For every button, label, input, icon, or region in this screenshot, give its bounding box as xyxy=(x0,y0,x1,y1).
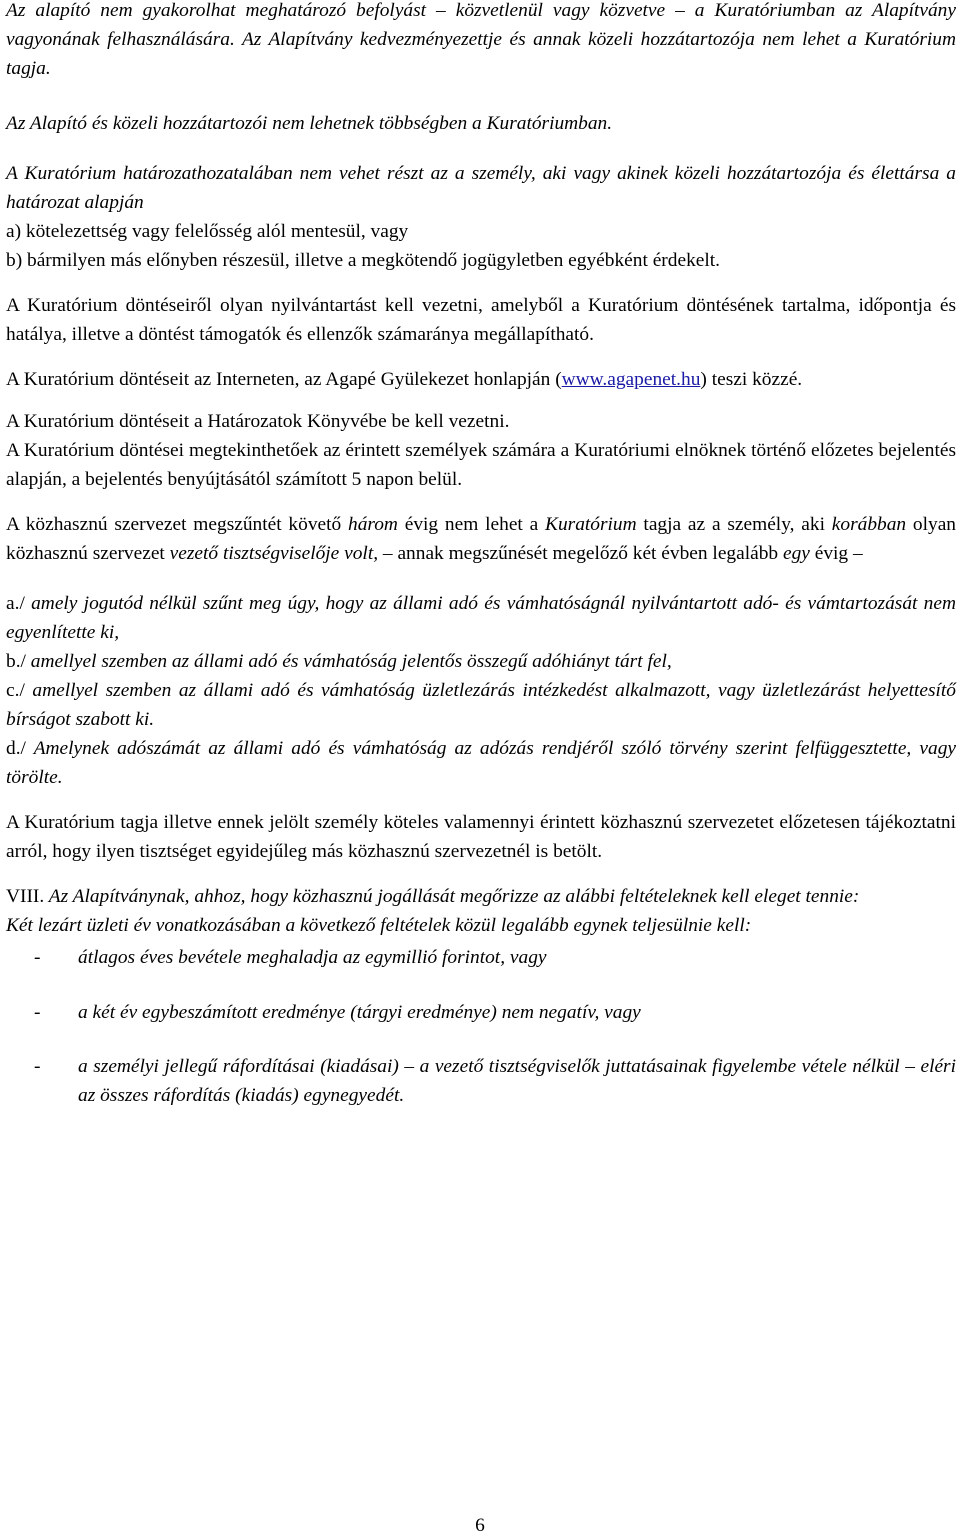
paragraph-founder-influence: Az alapító nem gyakorolhat meghatározó befolyást – közvetlenül vagy közvetve – a Kuratóriumban az Alapítvány vagyonának felhasználására. Az Alapítvány kedvezményezettje és annak közeli hozzátartozója nem lehet a Kuratórium tagja. xyxy=(6,0,957,79)
section-heading: VIII. Az Alapítványnak, ahhoz, hogy közhasznú jogállását megőrizze az alábbi feltételeknek kell eleget tennie: xyxy=(6,886,860,907)
list-item-a: a) kötelezettség vagy felelősség alól mentesül, vagy xyxy=(6,221,409,242)
list-item: a./ amely jogutód nélkül szűnt meg úgy, hogy az állami adó és vámhatóságnál nyilvántartott adó- és vámtartozását nem egyenlítette ki, xyxy=(6,593,956,643)
paragraph-public-benefit-org: A közhasznú szervezet megszűntét követő három évig nem lehet a Kuratórium tagja az a személy, aki korábban olyan közhasznú szervezet vezető tisztségviselője volt, – annak megszűnését megelőző két évben legalább egy évig – xyxy=(6,514,956,564)
paragraph-records: A Kuratórium döntéseiről olyan nyilvántartást kell vezetni, amelyből a Kuratórium döntésének tartalma, időpontja és hatálya, illetve a döntést támogatók és ellenzők számaránya megállapítható. xyxy=(6,295,956,345)
paragraph-publication: A Kuratórium döntéseit az Interneten, az Agapé Gyülekezet honlapján (www.agapenet.hu) teszi közzé. xyxy=(6,369,803,390)
list-item: - a személyi jellegű ráfordításai (kiadásai) – a vezető tisztségviselők juttatásainak figyelembe vétele nélkül – eléri az összes ráfordítás (kiadás) egynegyedét. xyxy=(34,1056,956,1106)
list-item: - a két év egybeszámított eredménye (tárgyi eredménye) nem negatív, vagy xyxy=(34,1002,641,1023)
paragraph-register-book: A Kuratórium döntéseit a Határozatok Könyvébe be kell vezetni. xyxy=(6,411,510,432)
section-intro: Két lezárt üzleti év vonatkozásában a következő feltételek közül legalább egynek teljesülnie kell: xyxy=(6,915,752,936)
page-number: 6 xyxy=(475,1515,485,1536)
list-item: c./ amellyel szemben az állami adó és vámhatóság üzletlezárás intézkedést alkalmazott, vagy üzletlezárást helyettesítő bírságot szabott ki. xyxy=(6,680,956,730)
list-item-b: b) bármilyen más előnyben részesül, illetve a megkötendő jogügyletben egyébként érdekelt. xyxy=(6,250,720,271)
paragraph-founder-majority: Az Alapító és közeli hozzátartozói nem lehetnek többségben a Kuratóriumban. xyxy=(6,113,613,134)
website-link[interactable]: www.agapenet.hu xyxy=(561,369,701,390)
paragraph-notification-duty: A Kuratórium tagja illetve ennek jelölt személy köteles valamennyi érintett közhasznú szervezetet előzetesen tájékoztatni arról, hogy ilyen tisztséget egyidejűleg más közhasznú szervezetnél is betölt. xyxy=(6,812,956,862)
paragraph-decision-exclusion: A Kuratórium határozathozatalában nem vehet részt az a személy, aki vagy akinek közeli hozzátartozója és élettársa a határozat alapján xyxy=(6,163,956,213)
document-page xyxy=(6,0,956,1110)
paragraph-inspection: A Kuratórium döntései megtekinthetőek az érintett személyek számára a Kuratóriumi elnöknek történő előzetes bejelentés alapján, a bejelentés benyújtásától számított 5 napon belül. xyxy=(6,440,956,490)
list-item: d./ Amelynek adószámát az állami adó és vámhatóság az adózás rendjéről szóló törvény szerint felfüggesztette, vagy törölte. xyxy=(6,738,956,788)
list-item: b./ amellyel szemben az állami adó és vámhatóság jelentős összegű adóhiányt tárt fel, xyxy=(6,651,672,672)
list-item: - átlagos éves bevétele meghaladja az egymillió forintot, vagy xyxy=(34,947,547,968)
